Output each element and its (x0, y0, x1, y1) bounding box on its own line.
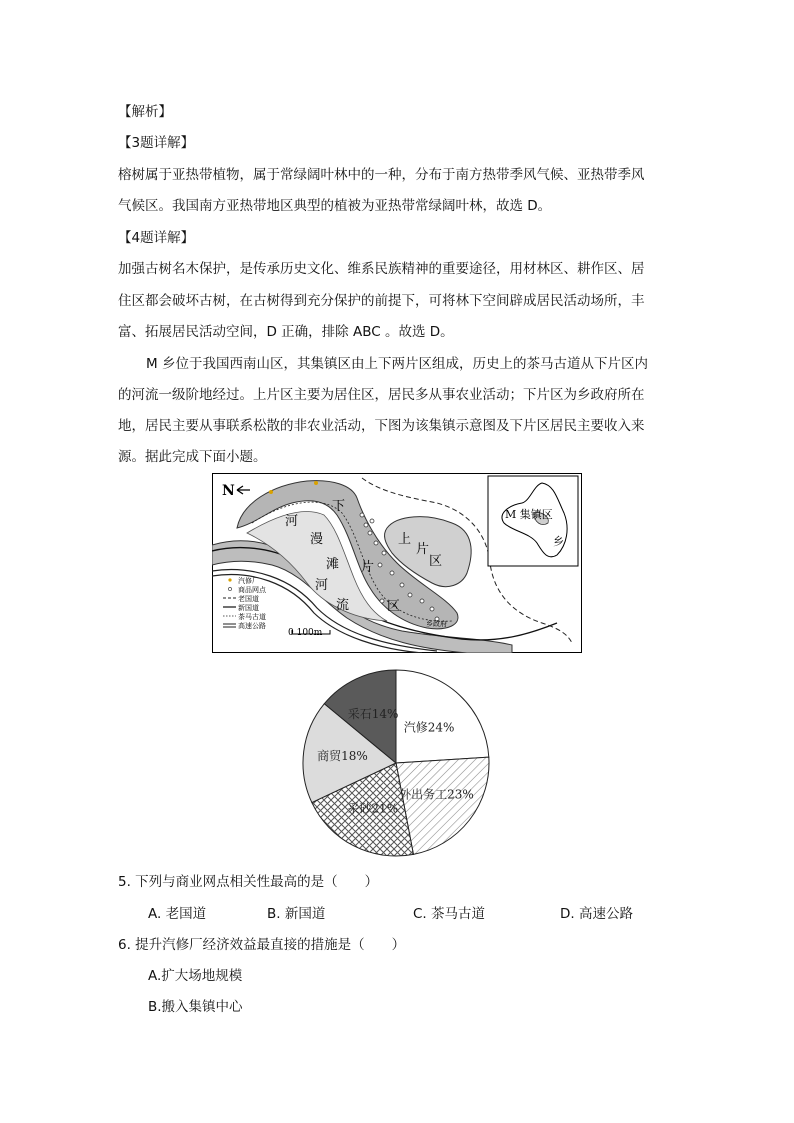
river-char: 流 (336, 598, 350, 613)
q5-option-c[interactable]: C. 茶马古道 (413, 906, 486, 922)
lower-area-char: 区 (387, 599, 401, 614)
passage-line: 地，居民主要从事联系松散的非农业活动，下图为该集镇示意图及下片区居民主要收入来 (118, 418, 645, 434)
q4-text-line: 富、拓展居民活动空间，D 正确，排除 ABC 。故选 D。 (118, 324, 454, 340)
q4-text-line: 住区都会破坏古树，在古树得到充分保护的前提下，可将林下空间辟成居民活动场所，丰 (118, 293, 645, 309)
pie-label-1: 汽修24% (403, 720, 455, 735)
q6-option-b[interactable]: B.搬入集镇中心 (148, 999, 243, 1015)
gov-label: 乡政府 (426, 620, 447, 628)
income-pie-chart (296, 667, 496, 859)
q5-stem: 5. 下列与商业网点相关性最高的是（ ） (118, 874, 379, 890)
q5-option-a[interactable]: A. 老国道 (148, 906, 207, 922)
floodplain-char: 漫 (310, 532, 324, 547)
town-map (212, 473, 582, 653)
q3-text-line: 榕树属于亚热带植物，属于常绿阔叶林中的一种，分布于南方热带季风气候、亚热带季风 (118, 167, 645, 183)
analysis-heading: 【解析】 (118, 104, 172, 120)
floodplain-char: 河 (285, 514, 299, 529)
passage-line: M 乡位于我国西南山区，其集镇区由上下两片区组成，历史上的茶马古道从下片区内 (146, 356, 648, 372)
q3-text-line: 气候区。我国南方亚热带地区典型的植被为亚热带常绿阔叶林，故选 D。 (118, 198, 552, 214)
legend-item: 汽修厂 (238, 577, 259, 585)
pie-label-3: 采砂21% (347, 801, 399, 816)
passage-line: 的河流一级阶地经过。上片区主要为居住区，居民多从事农业活动；下片区为乡政府所在 (118, 387, 645, 403)
inset-township-label: 乡 (553, 535, 564, 548)
river-char: 河 (315, 578, 329, 593)
north-label: N (222, 483, 235, 499)
scale-label: 0 100m (288, 628, 323, 638)
lower-area-char: 片 (361, 560, 375, 575)
legend-item: 商品网点 (238, 586, 266, 594)
pie-label-5: 采石14% (347, 707, 399, 722)
pie-label-2: 外出务工23% (399, 787, 474, 802)
pie-slice-1 (396, 670, 489, 763)
upper-area-char: 片 (416, 542, 430, 557)
upper-area-char: 上 (398, 532, 412, 547)
q5-option-d[interactable]: D. 高速公路 (560, 906, 633, 922)
legend-item: 高速公路 (238, 622, 266, 630)
upper-area-char: 区 (429, 554, 443, 569)
pie-label-4: 商贸18% (317, 749, 368, 764)
passage-line: 源。据此完成下面小题。 (118, 449, 267, 465)
q6-stem: 6. 提升汽修厂经济效益最直接的措施是（ ） (118, 937, 406, 953)
q4-heading: 【4题详解】 (118, 230, 195, 246)
legend-item: 新国道 (238, 604, 259, 612)
legend-item: 老国道 (238, 595, 259, 603)
q5-option-b[interactable]: B. 新国道 (267, 906, 326, 922)
q4-text-line: 加强古树名木保护，是传承历史文化、维系民族精神的重要途径，用材林区、耕作区、居 (118, 261, 645, 277)
legend-item: 茶马古道 (238, 613, 266, 621)
q6-option-a[interactable]: A.扩大场地规模 (148, 968, 243, 984)
floodplain-char: 滩 (326, 557, 340, 572)
inset-label: M 集镇区 (505, 508, 553, 521)
q3-heading: 【3题详解】 (118, 135, 195, 151)
lower-area-char: 下 (332, 499, 346, 514)
